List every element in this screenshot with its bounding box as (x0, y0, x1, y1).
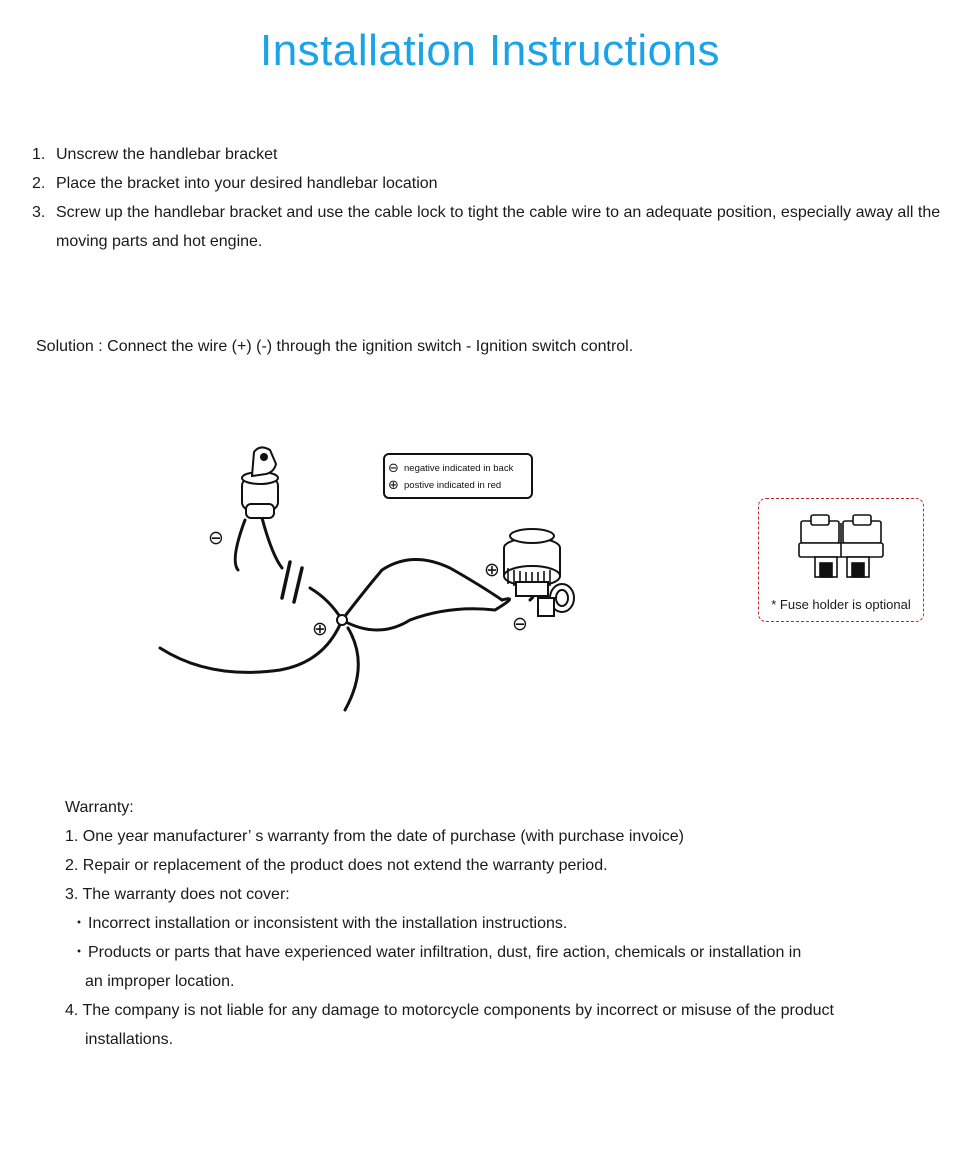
wire (310, 588, 342, 620)
warranty-bullet-2-continued: an improper location. (85, 973, 235, 990)
legend-negative-text: negative indicated in back (404, 463, 514, 474)
step-number: 2. (32, 175, 46, 192)
usb-socket-icon (504, 529, 574, 616)
step-text: Place the bracket into your desired handlebar location (56, 175, 438, 192)
wire (342, 559, 502, 620)
solution-text: Solution : Connect the wire (+) (-) through the ignition switch - Ignition switch control. (36, 338, 634, 355)
bullet-icon: ・ (71, 915, 88, 932)
wire (345, 628, 358, 710)
warranty-item-4: 4. The company is not liable for any damage to motorcycle components by incorrect or misuse of the product (65, 1002, 834, 1019)
warranty-bullet-1 (65, 909, 945, 938)
wire-break-mark (294, 568, 302, 602)
legend-positive-text: postive indicated in red (404, 480, 502, 491)
warranty-item-4-continued: installations. (85, 1031, 174, 1048)
plus-symbol: ⊕ (312, 619, 328, 640)
legend-minus-symbol: ⊖ (388, 460, 399, 475)
polarity-legend (384, 454, 532, 498)
step-3 (32, 198, 967, 256)
bullet-text: Products or parts that have experienced water infiltration, dust, fire action, chemicals or installation in (88, 944, 802, 961)
ignition-switch-icon (242, 447, 278, 518)
warranty-heading: Warranty: (65, 799, 134, 816)
legend-plus-symbol: ⊕ (388, 477, 399, 492)
bullet-text: Incorrect installation or inconsistent with the installation instructions. (88, 915, 568, 932)
minus-symbol: ⊖ (208, 528, 224, 549)
plus-symbol: ⊕ (484, 560, 500, 581)
step-number: 3. (32, 204, 46, 221)
warranty-item-1: 1. One year manufacturer’ s warranty from the date of purchase (with purchase invoice) (65, 828, 684, 845)
fuse-note: * Fuse holder is optional (771, 597, 911, 612)
fuse-holder-box (758, 498, 924, 622)
step-text: Screw up the handlebar bracket and use the cable lock to tight the cable wire to an adequate position, especially away all the moving parts and hot engine. (56, 204, 941, 250)
wire-junction (337, 615, 347, 625)
warranty-item-2: 2. Repair or replacement of the product does not extend the warranty period. (65, 857, 608, 874)
fuse-holder-icon (759, 499, 925, 589)
step-text: Unscrew the handlebar bracket (56, 146, 278, 163)
step-1 (32, 140, 967, 169)
warranty-section (65, 793, 945, 1054)
wiring-diagram (150, 440, 600, 730)
bullet-icon: ・ (71, 944, 88, 961)
warranty-bullet-2 (65, 938, 945, 967)
warranty-item-3: 3. The warranty does not cover: (65, 886, 290, 903)
minus-symbol: ⊖ (512, 614, 528, 635)
step-number: 1. (32, 146, 46, 163)
installation-steps (32, 140, 967, 256)
wire (342, 599, 510, 630)
page-title: Installation Instructions (259, 26, 721, 75)
step-2 (32, 169, 967, 198)
wire (235, 520, 245, 570)
wire (262, 518, 282, 568)
